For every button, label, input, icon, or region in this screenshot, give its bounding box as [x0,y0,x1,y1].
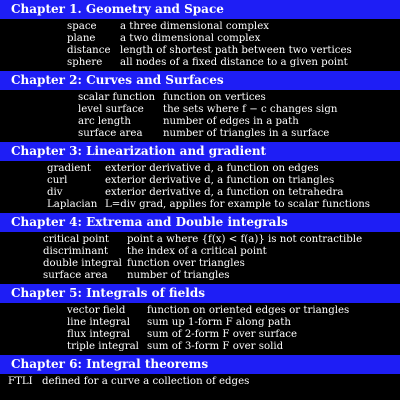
glossary-row [0,116,400,128]
term: arc length [78,116,131,127]
glossary-row [0,317,400,329]
glossary-row [0,199,400,211]
glossary-row [0,258,400,270]
chapter-2-rows [0,90,400,142]
chapter-2-header: Chapter 2: Curves and Surfaces [0,71,400,90]
definition: function on vertices [163,92,266,103]
definition: number of triangles [127,270,230,281]
definition: defined for a curve a collection of edges [42,376,250,387]
chapter-4-section [0,213,400,284]
term: FTLI [8,376,33,387]
glossary-row [0,45,400,57]
chapter-4-header: Chapter 4: Extrema and Double integrals [0,213,400,232]
glossary-row [0,187,400,199]
term: space [67,21,97,32]
glossary-row [0,128,400,140]
glossary-row [0,33,400,45]
chapter-6-rows [0,374,400,390]
definition: number of edges in a path [163,116,299,127]
term: vector field [67,305,126,316]
chapter-1-header: Chapter 1. Geometry and Space [0,0,400,19]
glossary-row [0,341,400,353]
term: triple integral [67,341,139,352]
definition: number of triangles in a surface [163,128,330,139]
glossary-row [0,246,400,258]
glossary-row [0,305,400,317]
chapter-3-section [0,142,400,213]
glossary-row [0,21,400,33]
glossary-row [0,57,400,69]
definition: sum up 1-form F along path [147,317,291,328]
chapter-4-rows [0,232,400,284]
glossary-row [0,376,400,388]
chapter-3-header: Chapter 3: Linearization and gradient [0,142,400,161]
term: Laplacian [47,199,98,210]
chapter-2-section [0,71,400,142]
term: double integral [43,258,122,269]
chapter-6-section [0,355,400,390]
definition: the index of a critical point [127,246,267,257]
term: surface area [43,270,108,281]
definition: point a where {f(x) < f(a)} is not contractible [127,234,363,245]
chapter-5-section [0,284,400,355]
definition: length of shortest path between two vertices [120,45,352,56]
glossary-row [0,234,400,246]
chapter-3-rows [0,161,400,213]
chapter-6-header: Chapter 6: Integral theorems [0,355,400,374]
term: gradient [47,163,91,174]
definition: a three dimensional complex [120,21,269,32]
glossary-row [0,175,400,187]
definition: sum of 2-form F over surface [147,329,297,340]
glossary-row [0,163,400,175]
definition: L=div grad, applies for example to scalar functions [105,199,371,210]
definition: function over triangles [127,258,245,269]
term: surface area [78,128,143,139]
chapter-5-header: Chapter 5: Integrals of fields [0,284,400,303]
chapter-1-section [0,0,400,71]
definition: exterior derivative d, a function on edges [105,163,319,174]
definition: a two dimensional complex [120,33,261,44]
definition: all nodes of a fixed distance to a given point [120,57,348,68]
glossary-row [0,329,400,341]
term: sphere [67,57,103,68]
term: discriminant [43,246,109,257]
definition: function on oriented edges or triangles [147,305,350,316]
chapter-5-rows [0,303,400,355]
chapter-1-rows [0,19,400,71]
term: level surface [78,104,144,115]
term: div [47,187,63,198]
definition: sum of 3-form F over solid [147,341,284,352]
definition: the sets where f − c changes sign [163,104,338,115]
term: line integral [67,317,131,328]
term: distance [67,45,111,56]
term: scalar function [78,92,156,103]
term: flux integral [67,329,131,340]
term: curl [47,175,68,186]
definition: exterior derivative d, a function on triangles [105,175,335,186]
definition: exterior derivative d, a function on tetrahedra [105,187,344,198]
glossary-row [0,104,400,116]
glossary-row [0,270,400,282]
term: critical point [43,234,110,245]
term: plane [67,33,96,44]
glossary-row [0,92,400,104]
